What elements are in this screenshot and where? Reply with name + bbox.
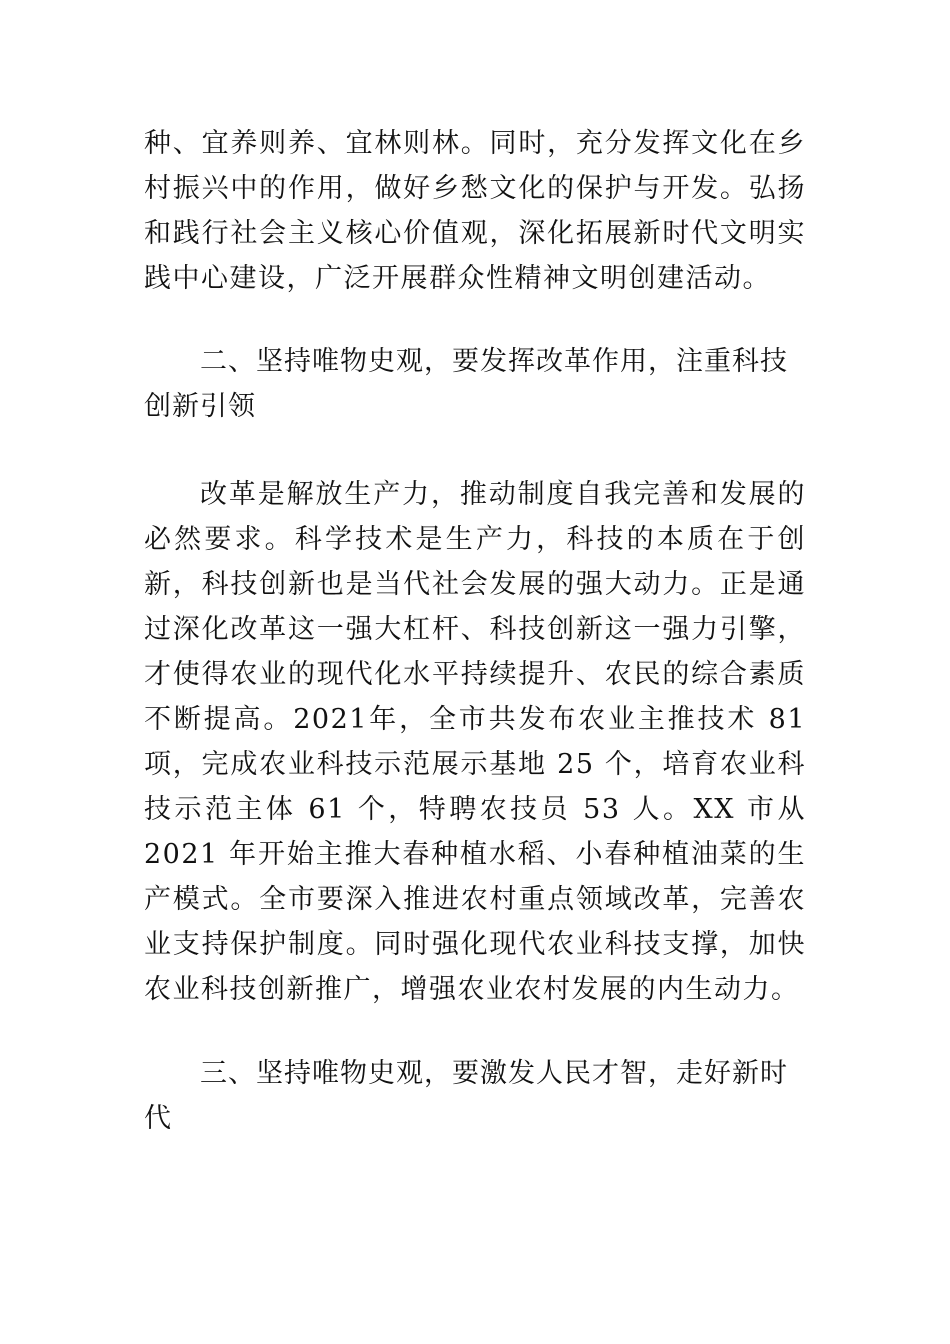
paragraph-continued: 种、宜养则养、宜林则林。同时，充分发挥文化在乡村振兴中的作用，做好乡愁文化的保护与开发。弘扬和践行社会主义核心价值观，深化拓展新时代文明实践中心建设，广泛开展群众性精神文明创建活动。 — [144, 128, 806, 294]
section-2-heading: 二、坚持唯物史观，要发挥改革作用，注重科技创新引领 — [144, 346, 788, 422]
section-3-heading: 三、坚持唯物史观，要激发人民才智，走好新时代 — [144, 1058, 788, 1134]
section-2-paragraph: 改革是解放生产力，推动制度自我完善和发展的必然要求。科学技术是生产力，科技的本质在于创新，科技创新也是当代社会发展的强大动力。正是通过深化改革这一强大杠杆、科技创新这一强力引擎，才使得农业的现代化水平持续提升、农民的综合素质不断提高。2021年，全市共发布农业主推技术 81 项，完成农业科技示范展示基地 25 个，培育农业科技示范主体 61 个，特聘农技员 53 人。XX 市从 2021 年开始主推大春种植水稻、小春种植油菜的生产模式。全市要深入推进农村重点领域改革，完善农业支持保护制度。同时强化现代农业科技支撑，加快农业科技创新推广，增强农业农村发展的内生动力。 — [144, 479, 806, 1005]
